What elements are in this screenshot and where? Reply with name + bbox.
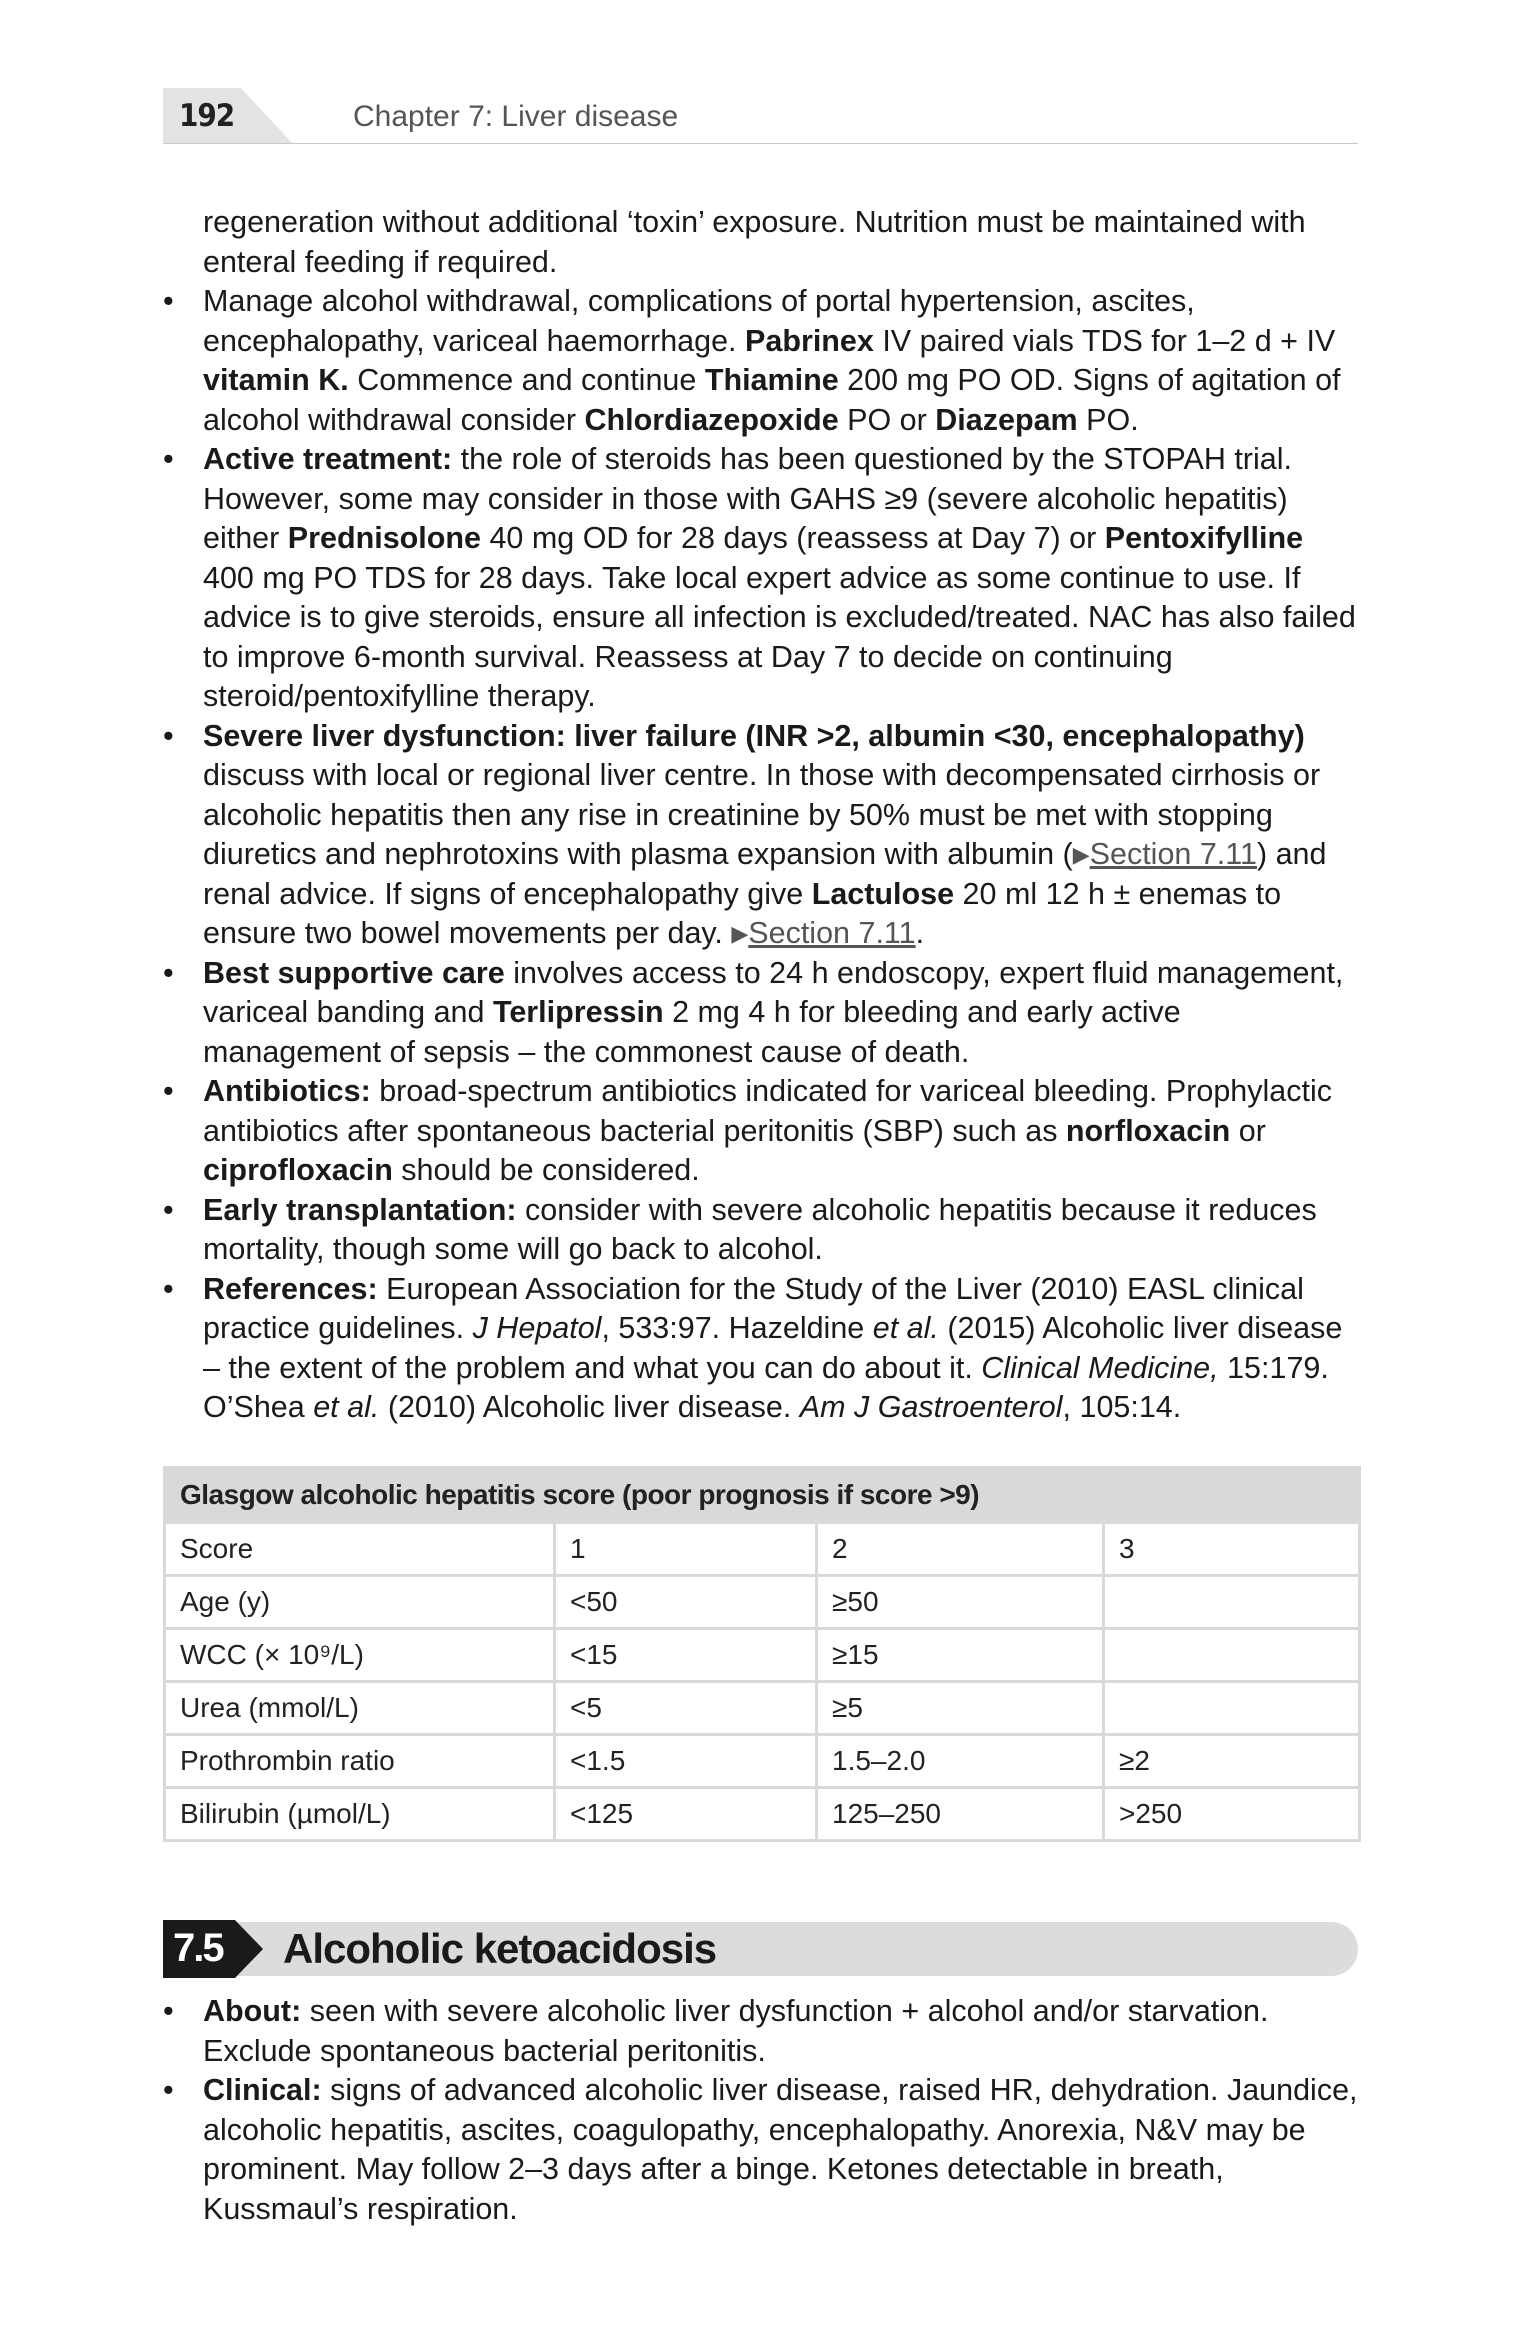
table-cell (1104, 1629, 1360, 1682)
table-cell: 125–250 (817, 1788, 1104, 1841)
bullet-active-treatment: • Active treatment: the role of steroids has been questioned by the STOPAH trial. However, some may consider in those with GAHS ≥9 (severe alcoholic hepatitis) either Prednisolone 40 mg OD for 28 days (reassess at Day 7) or Pentoxifylline 400 mg PO TDS for 28 days. Take local expert advice as some continue to use. If advice is to give steroids, ensure all infection is excluded/treated. NAC has also failed to improve 6-month survival. Reassess at Day 7 to decide on continuing steroid/pentoxifylline therapy. (163, 440, 1358, 717)
play-arrow-icon: ▶ (731, 921, 749, 946)
table-cell: <125 (555, 1788, 817, 1841)
bullet-label: Best supportive care (203, 955, 505, 990)
table-cell: WCC (× 10⁹/L) (165, 1629, 555, 1682)
bullet-references: • References: European Association for the Study of the Liver (2010) EASL clinical practice guidelines. J Hepatol, 533:97. Hazeldine et al. (2015) Alcoholic liver disease – the extent of the problem and what you can do about it. Clinical Medicine, 15:179. O’Shea et al. (2010) Alcoholic liver disease. Am J Gastroenterol, 105:14. (163, 1270, 1358, 1428)
bullet-label: Clinical: (203, 2073, 322, 2107)
table-cell: ≥15 (817, 1629, 1104, 1682)
table-row (165, 1629, 1360, 1682)
bullet-clinical: • Clinical: signs of advanced alcoholic liver disease, raised HR, dehydration. Jaundice, alcoholic hepatitis, ascites, coagulopathy, encephalopathy. Anorexia, N&V may be prominent. May follow 2–3 days after a binge. Ketones detectable in breath, Kussmaul’s respiration. (163, 2071, 1358, 2229)
glasgow-score-table (163, 1466, 1361, 1842)
drug-thiamine: Thiamine (704, 363, 839, 397)
table-caption: Glasgow alcoholic hepatitis score (poor prognosis if score >9) (165, 1468, 1360, 1523)
table-cell: 3 (1104, 1523, 1360, 1576)
table-row (165, 1788, 1360, 1841)
drug-pentoxifylline: Pentoxifylline (1104, 521, 1304, 555)
bullet-label: About: (203, 1994, 302, 2028)
drug-vitamin-k: vitamin K. (203, 363, 349, 397)
running-title: Chapter 7: Liver disease (353, 100, 679, 133)
section-link[interactable]: ▶Section 7.11 (731, 916, 915, 950)
drug-ciprofloxacin: ciprofloxacin (203, 1153, 393, 1187)
table-cell: Age (y) (165, 1576, 555, 1629)
bullet-label: Early transplantation: (203, 1192, 517, 1227)
drug-prednisolone: Prednisolone (287, 521, 481, 555)
section-title: Alcoholic ketoacidosis (283, 1925, 717, 1972)
table-cell: Score (165, 1523, 555, 1576)
table-cell (1104, 1682, 1360, 1735)
drug-lactulose: Lactulose (811, 876, 955, 911)
bullet-label: Active treatment: (203, 442, 453, 476)
table-cell: ≥2 (1104, 1735, 1360, 1788)
table-cell: 2 (817, 1523, 1104, 1576)
page-number: 192 (179, 98, 235, 134)
table-cell: >250 (1104, 1788, 1360, 1841)
table-row (165, 1576, 1360, 1629)
table-cell: Prothrombin ratio (165, 1735, 555, 1788)
bullet-label: Severe liver dysfunction: liver failure (INR >2, albumin <30, encephalopathy) (203, 718, 1305, 753)
section-heading (163, 1920, 1358, 1980)
section-link[interactable]: ▶Section 7.11 (1073, 837, 1257, 871)
table-cell: Bilirubin (µmol/L) (165, 1788, 555, 1841)
table-cell: <15 (555, 1629, 817, 1682)
drug-norfloxacin: norfloxacin (1065, 1113, 1231, 1148)
drug-pabrinex: Pabrinex (745, 323, 874, 358)
bullet-antibiotics: • Antibiotics: broad-spectrum antibiotics indicated for variceal bleeding. Prophylactic antibiotics after spontaneous bacterial peritonitis (SBP) such as norfloxacin or ciprofloxacin should be considered. (163, 1072, 1358, 1191)
continuation-paragraph: regeneration without additional ‘toxin’ exposure. Nutrition must be maintained with enteral feeding if required. (203, 205, 1306, 279)
bullet-label: References: (203, 1271, 378, 1306)
table-row (165, 1735, 1360, 1788)
drug-chlordiazepoxide: Chlordiazepoxide (584, 402, 839, 437)
table-cell: <5 (555, 1682, 817, 1735)
bullet-label: Antibiotics: (203, 1074, 371, 1108)
table-cell: ≥50 (817, 1576, 1104, 1629)
table-cell: 1.5–2.0 (817, 1735, 1104, 1788)
header-rule (163, 143, 1358, 144)
table-cell: <1.5 (555, 1735, 817, 1788)
bullet-severe-liver-dysfunction: • Severe liver dysfunction: liver failure (INR >2, albumin <30, encephalopathy) discuss with local or regional liver centre. In those with decompensated cirrhosis or alcoholic hepatitis then any rise in creatinine by 50% must be met with stopping diuretics and nephrotoxins with plasma expansion with albumin (▶Section 7.11) and renal advice. If signs of encephalopathy give Lactulose 20 ml 12 h ± enemas to ensure two bowel movements per day. ▶Section 7.11. (163, 717, 1358, 954)
play-arrow-icon: ▶ (1072, 842, 1090, 867)
table-row (165, 1523, 1360, 1576)
drug-terlipressin: Terlipressin (492, 995, 664, 1029)
section-text (163, 1992, 1358, 2229)
bullet-about: • About: seen with severe alcoholic liver dysfunction + alcohol and/or starvation. Exclude spontaneous bacterial peritonitis. (163, 1992, 1358, 2071)
bullet-withdrawal: • Manage alcohol withdrawal, complications of portal hypertension, ascites, encephalopathy, variceal haemorrhage. Pabrinex IV paired vials TDS for 1–2 d + IV vitamin K. Commence and continue Thiamine 200 mg PO OD. Signs of agitation of alcohol withdrawal consider Chlordiazepoxide PO or Diazepam PO. (163, 282, 1358, 440)
table-cell: <50 (555, 1576, 817, 1629)
table-cell (1104, 1576, 1360, 1629)
bullet-list (163, 282, 1358, 1428)
main-text (163, 203, 1358, 1428)
table-caption-row (165, 1468, 1360, 1523)
table-cell: Urea (mmol/L) (165, 1682, 555, 1735)
table-cell: 1 (555, 1523, 817, 1576)
bullet-list (163, 1992, 1358, 2229)
bullet-supportive-care: • Best supportive care involves access to 24 h endoscopy, expert fluid management, variceal banding and Terlipressin 2 mg 4 h for bleeding and early active management of sepsis – the commonest cause of death. (163, 954, 1358, 1073)
bullet-early-transplantation: • Early transplantation: consider with severe alcoholic hepatitis because it reduces mortality, though some will go back to alcohol. (163, 1191, 1358, 1270)
section-number: 7.5 (173, 1926, 223, 1970)
running-header (163, 88, 1358, 144)
table-cell: ≥5 (817, 1682, 1104, 1735)
drug-diazepam: Diazepam (935, 402, 1078, 437)
table-row (165, 1682, 1360, 1735)
